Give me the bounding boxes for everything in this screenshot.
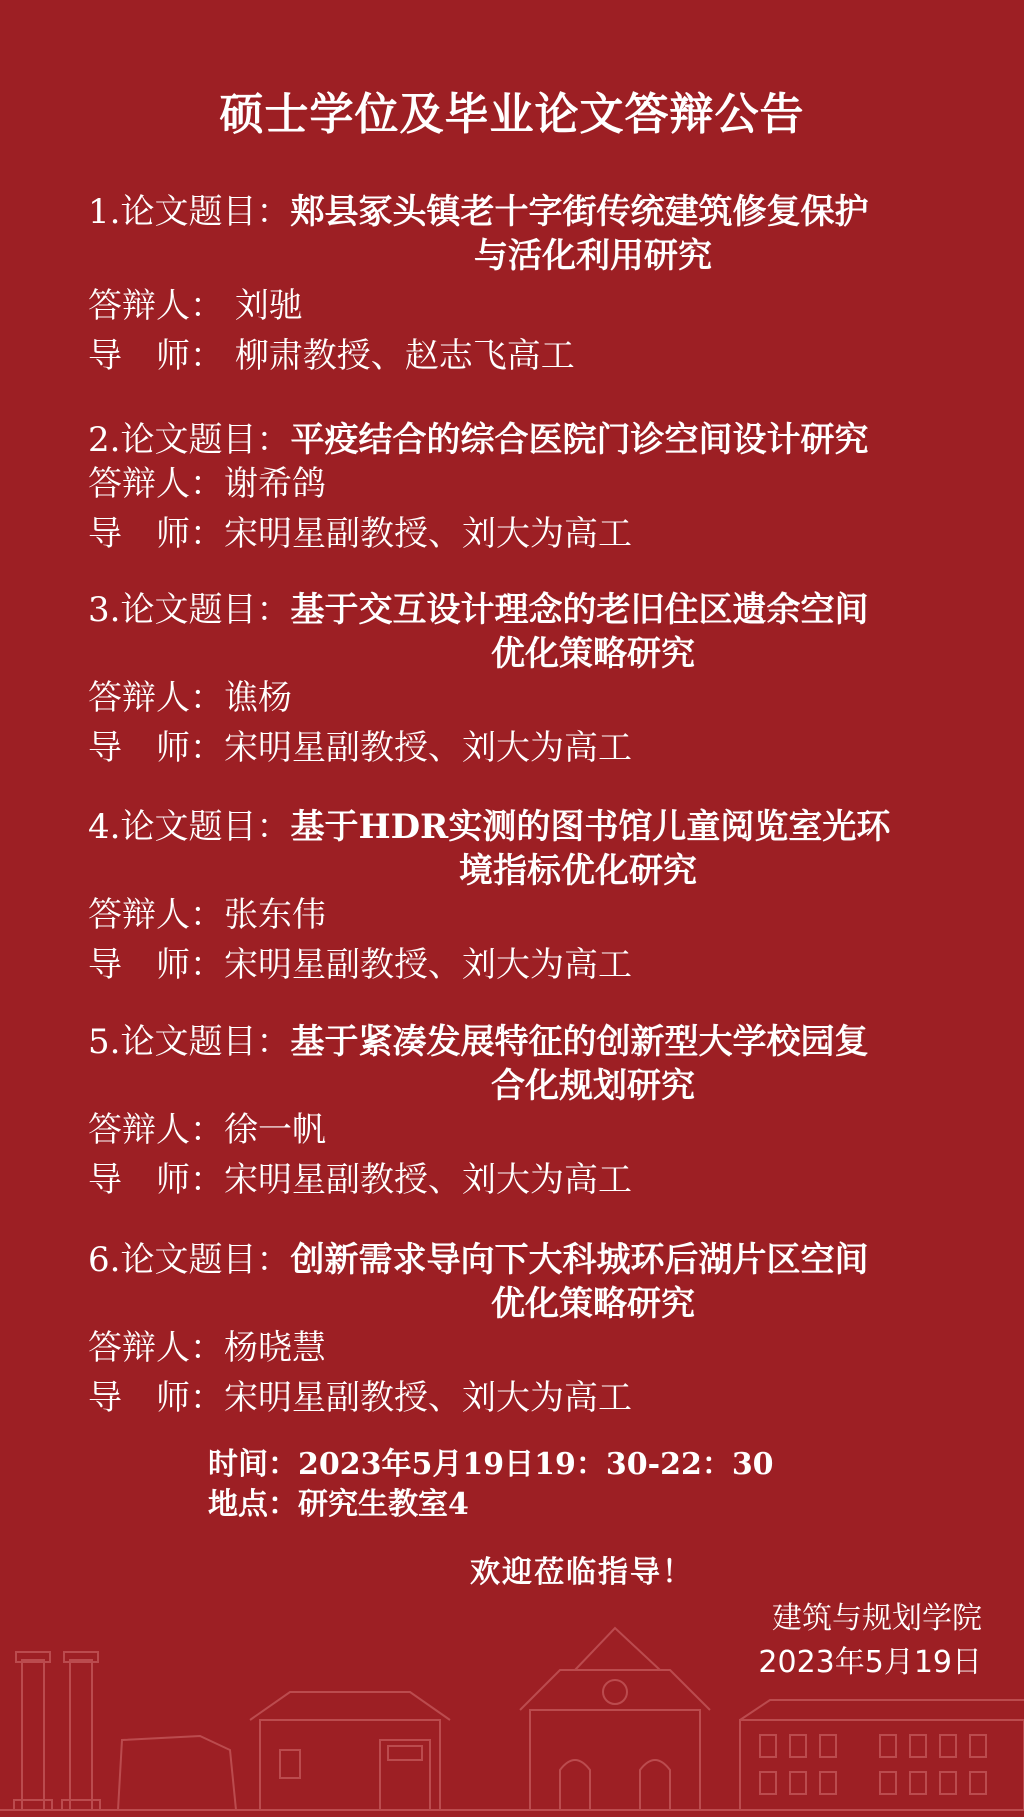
topic-label: 论文题目： [120,1022,291,1062]
defender-line [88,1326,948,1370]
defense-entry-3 [88,588,948,770]
defense-entry-2 [88,418,948,556]
advisor-label: 导 师： [88,514,224,554]
defender-label: 答辩人： [88,1328,224,1368]
defender-label: 答辩人： [88,678,224,718]
topic-title: 郏县冢头镇老十字街传统建筑修复保护 [290,192,869,232]
topic-label: 论文题目： [120,420,291,460]
topic-line [88,190,948,234]
defender-label: 答辩人： [88,286,224,326]
advisor-line [88,1376,948,1420]
entry-number: 5. [88,1022,121,1062]
entry-number: 3. [88,590,121,630]
organizer-block [758,1597,982,1685]
defender-label: 答辩人： [88,464,224,504]
topic-title-continued: 合化规划研究 [491,1066,695,1106]
advisor-label: 导 师： [88,728,224,768]
advisor-name: 宋明星副教授、刘大为高工 [224,728,632,768]
organizer-name: 建筑与规划学院 [772,1601,982,1636]
topic-title-continued: 境指标优化研究 [459,851,697,891]
defense-place: 地点：研究生教室4 [208,1487,469,1522]
topic-title-continued: 优化策略研究 [491,634,695,674]
defense-time: 时间：2023年5月19日19：30-22：30 [208,1447,774,1482]
defender-name: 杨晓慧 [224,1328,326,1368]
topic-title: 基于紧凑发展特征的创新型大学校园复 [290,1022,869,1062]
defense-entry-5 [88,1020,948,1202]
topic-label: 论文题目： [120,807,291,847]
advisor-name: 宋明星副教授、刘大为高工 [224,945,632,985]
defender-name: 刘驰 [234,286,303,326]
defender-line [88,676,948,720]
advisor-label: 导 师： [88,945,224,985]
advisor-name: 柳肃教授、赵志飞高工 [234,336,575,376]
topic-line [88,1020,948,1064]
defense-entry-4 [88,805,948,987]
defender-name: 谢希鸽 [224,464,326,504]
topic-line [88,1238,948,1282]
entry-number: 4. [88,807,121,847]
advisor-label: 导 师： [88,336,224,376]
defender-line [88,284,948,328]
topic-title: 基于交互设计理念的老旧住区遗余空间 [290,590,869,630]
advisor-label: 导 师： [88,1378,224,1418]
defense-entry-1 [88,190,948,378]
advisor-name: 宋明星副教授、刘大为高工 [224,514,632,554]
topic-line [88,418,948,462]
advisor-line [88,726,948,770]
topic-line [88,805,948,849]
announcement-date: 2023年5月19日 [758,1645,982,1680]
advisor-line [88,512,948,556]
topic-title: 基于HDR实测的图书馆儿童阅览室光环 [290,807,891,847]
topic-line [88,588,948,632]
page-title: 硕士学位及毕业论文答辩公告 [219,89,805,140]
topic-label: 论文题目： [120,192,291,232]
advisor-name: 宋明星副教授、刘大为高工 [224,1378,632,1418]
defender-name: 张东伟 [224,895,326,935]
topic-title: 平疫结合的综合医院门诊空间设计研究 [290,420,869,460]
welcome-message: 欢迎莅临指导！ [470,1555,694,1590]
defender-label: 答辩人： [88,1110,224,1150]
topic-title-continued: 优化策略研究 [491,1284,695,1324]
defender-name: 徐一帆 [224,1110,326,1150]
advisor-line [88,1158,948,1202]
entry-number: 6. [88,1240,121,1280]
advisor-label: 导 师： [88,1160,224,1200]
advisor-line [88,943,948,987]
topic-label: 论文题目： [120,1240,291,1280]
defender-label: 答辩人： [88,895,224,935]
defender-line [88,893,948,937]
entry-number: 1. [88,192,121,232]
defender-name: 谯杨 [224,678,292,718]
advisor-line [88,334,948,378]
topic-label: 论文题目： [120,590,291,630]
defense-entry-6 [88,1238,948,1420]
topic-title-continued: 与活化利用研究 [474,236,712,276]
topic-title: 创新需求导向下大科城环后湖片区空间 [290,1240,869,1280]
advisor-name: 宋明星副教授、刘大为高工 [224,1160,632,1200]
defender-line [88,462,948,506]
entry-number: 2. [88,420,121,460]
defender-line [88,1108,948,1152]
